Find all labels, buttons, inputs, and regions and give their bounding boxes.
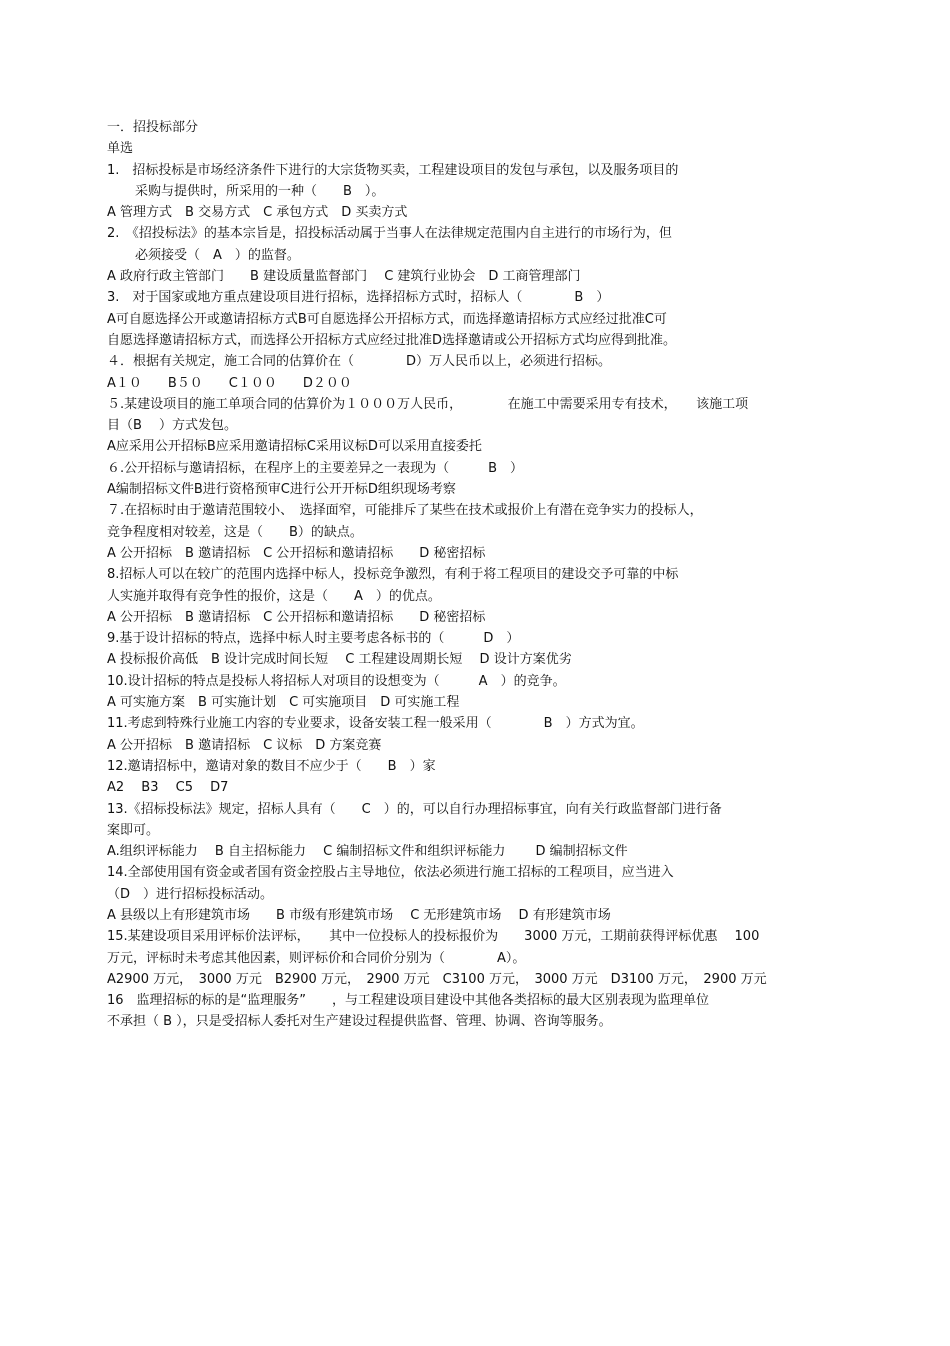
q5-options: A应采用公开招标B应采用邀请招标C采用议标D可以采用直接委托: [107, 439, 482, 455]
section-title: 一．招投标部分: [107, 120, 199, 135]
q7-stem: ７.在招标时由于邀请范围较小、 选择面窄，可能排斥了某些在技术或报价上有潜在竞争实力的投标人，: [107, 503, 703, 519]
q14-stem: 14.全部使用国有资金或者国有资金控股占主导地位，依法必须进行施工招标的工程项目，应当进入: [107, 865, 674, 881]
q9-options: A 投标报价高低 B 设计完成时间长短 C 工程建设周期长短 D 设计方案优劣: [107, 652, 572, 668]
q4-stem: ４．根据有关规定，施工合同的估算价在（ D）万人民币以上，必须进行招标。: [107, 354, 612, 370]
q1-options: A 管理方式 B 交易方式 C 承包方式 D 买卖方式: [107, 205, 408, 221]
q11-stem: 11.考虑到特殊行业施工内容的专业要求，设备安装工程一般采用（ B ）方式为宜。: [107, 716, 644, 732]
q7-options: A 公开招标 B 邀请招标 C 公开招标和邀请招标 D 秘密招标: [107, 545, 486, 561]
q10-options: A 可实施方案 B 可实施计划 C 可实施项目 D 可实施工程: [107, 695, 460, 711]
q2-stem: 2. 《招投标法》的基本宗旨是，招投标活动属于当事人在法律规定范围内自主进行的市场行为，但: [107, 226, 672, 242]
q5-stem: ５.某建设项目的施工单项合同的估算价为１０００万人民币， 在施工中需要采用专有技术， 该施工项: [107, 396, 749, 412]
q13-options: A.组织评标能力 B 自主招标能力 C 编制招标文件和组织评标能力 D 编制招标文件: [107, 844, 628, 860]
q8-stem-cont: 人实施并取得有竞争性的报价，这是（ A ）的优点。: [107, 588, 441, 604]
q16-stem-cont: 不承担（ B ），只是受招标人委托对生产建设过程提供监督、管理、协调、咨询等服务。: [107, 1014, 612, 1030]
q10-stem: 10.设计招标的特点是投标人将招标人对项目的设想变为（ A ）的竞争。: [107, 673, 566, 689]
q9-stem: 9.基于设计招标的特点，选择中标人时主要考虑各标书的（ D ）: [107, 631, 520, 647]
q3-options: A可自愿选择公开或邀请招标方式B可自愿选择公开招标方式，而选择邀请招标方式应经过批准C可: [107, 311, 667, 327]
q5-stem-cont: 目（B ）方式发包。: [107, 418, 238, 434]
q12-options: A2 B3 C5 D7: [107, 780, 229, 796]
document-page: [107, 118, 867, 1034]
q14-options: A 县级以上有形建筑市场 B 市级有形建筑市场 C 无形建筑市场 D 有形建筑市场: [107, 907, 611, 923]
q7-stem-cont: 竞争程度相对较差，这是（ B）的缺点。: [107, 524, 363, 540]
q1-stem-cont: 采购与提供时，所采用的一种（ B ）。: [135, 183, 385, 199]
q4-options: A１０ B５０ C１００ D２００: [107, 375, 352, 391]
q6-stem: ６.公开招标与邀请招标，在程序上的主要差异之一表现为（ B ）: [107, 460, 524, 476]
q3-stem: 3. 对于国家或地方重点建设项目进行招标，选择招标方式时，招标人（ B ）: [107, 290, 610, 306]
q16-stem: 16 监理招标的标的是“监理服务” ，与工程建设项目建设中其他各类招标的最大区别表现为监理单位: [107, 993, 710, 1009]
q1-stem: 1. 招标投标是市场经济条件下进行的大宗货物买卖，工程建设项目的发包与承包，以及服务项目的: [107, 162, 679, 178]
subsection-title: 单选: [107, 141, 134, 157]
q2-options: A 政府行政主管部门 B 建设质量监督部门 C 建筑行业协会 D 工商管理部门: [107, 269, 581, 285]
q14-stem-cont: （D ）进行招标投标活动。: [107, 886, 274, 902]
q8-options: A 公开招标 B 邀请招标 C 公开招标和邀请招标 D 秘密招标: [107, 609, 486, 625]
q12-stem: 12.邀请招标中，邀请对象的数目不应少于（ B ）家: [107, 758, 436, 774]
q15-stem-cont: 万元，评标时未考虑其他因素，则评标价和合同价分别为（ A）。: [107, 950, 526, 966]
q15-options: A2900 万元， 3000 万元 B2900 万元， 2900 万元 C3100 万元， 3000 万元 D3100 万元， 2900 万元: [107, 971, 767, 987]
q6-options: A编制招标文件B进行资格预审C进行公开开标D组织现场考察: [107, 482, 456, 498]
q13-stem: 13.《招标投标法》规定，招标人具有（ C ）的，可以自行办理招标事宜，向有关行政监督部门进行备: [107, 801, 722, 817]
q2-stem-cont: 必须接受（ A ）的监督。: [135, 247, 300, 263]
q15-stem: 15.某建设项目采用评标价法评标， 其中一位投标人的投标报价为 3000 万元，工期前获得评标优惠 100: [107, 929, 760, 945]
q11-options: A 公开招标 B 邀请招标 C 议标 D 方案竞赛: [107, 737, 382, 753]
q3-options-cont: 自愿选择邀请招标方式，而选择公开招标方式应经过批准D选择邀请或公开招标方式均应得到批准。: [107, 332, 677, 348]
q13-stem-cont: 案即可。: [107, 822, 160, 838]
q8-stem: 8.招标人可以在较广的范围内选择中标人，投标竞争激烈，有利于将工程项目的建设交予可靠的中标: [107, 567, 679, 583]
